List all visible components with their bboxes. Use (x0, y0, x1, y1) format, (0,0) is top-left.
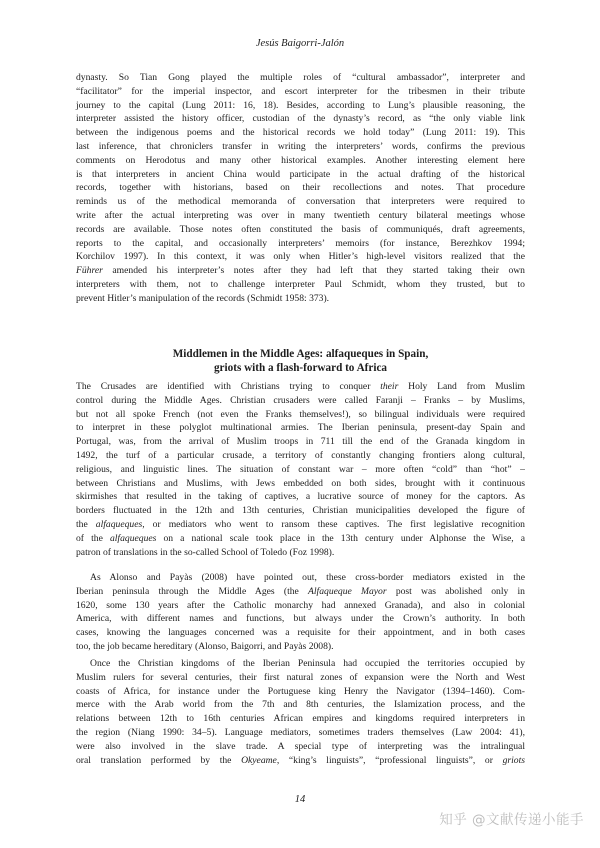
text-line: reminds us of the methodical memoranda of conversation that interpreters were required to (76, 196, 525, 208)
text-line: Muslim rulers for several centuries, their first natural zones of expansion were the North and West (76, 671, 525, 683)
text-line: cases, knowing the languages concerned was a requisite for their appointment, and in both cases (76, 627, 525, 639)
text-line: relations between 12th to 16th centuries African empires and kingdoms required interpreters in (76, 713, 525, 725)
paragraph-alonso-payas (76, 571, 525, 654)
text-line: of the alfaqueques on a national scale took place in the 13th century under Alphonse the Wise, a (76, 532, 525, 544)
text-line: interpreter assisted the history officer, custodian of the dynasty’s record, as “the only viable link (76, 113, 525, 125)
text-line: control during the Middle Ages. Christian crusaders were called Faranji – Franks – by Muslims, (76, 394, 525, 406)
text-line: Iberian peninsula through the Middle Ages (the Alfaqueque Mayor post was abolished only in (76, 585, 525, 597)
section-heading (76, 347, 525, 375)
text-line: the alfaqueques, or mediators who went to ransom these captives. The first legislative recognition (76, 518, 525, 530)
text-line: write after the actual interpreting was over in many twentieth century bilateral meetings whose (76, 209, 525, 221)
text-line: dynasty. So Tian Gong played the multiple roles of “cultural ambassador”, interpreter and (76, 72, 525, 83)
watermark-text: 知乎 @文献传递小能手 (439, 812, 584, 828)
text-line: 1492, the turf of a particular crusade, a territory of constantly changing frontiers along cultural, (76, 449, 525, 461)
text-line: to interpret in these polyglot multinational armies. The Iberian peninsula, present-day Spain and (76, 422, 525, 434)
italic-term: alfaqueques (109, 532, 157, 544)
text-line: records, together with historians, based on their recollections and notes. That procedure (76, 182, 525, 194)
text-line: patron of translations in the so-called School of Toledo (Foz 1998). (76, 546, 335, 558)
text-line: between Christians and Muslims, with Jews embedded on both sides, brought with it continuous (76, 477, 525, 489)
text-line: Führer amended his interpreter’s notes after they had left that they started taking their own (76, 265, 525, 277)
paragraph-crusades (76, 380, 525, 559)
text-line: Korchilov 1997). In this context, it was only when Hitler’s high-level visitors realized that the (76, 251, 525, 263)
italic-term: Alfaqueque Mayor (308, 585, 387, 597)
text-line: As Alonso and Payàs (2008) have pointed out, these cross-border mediators existed in the (90, 572, 525, 583)
text-line: 1620, some 130 years after the Catholic monarchy had annexed Granada), and also in colonial (76, 599, 525, 611)
text-line: the region (Niang 1990: 34–5). Language mediators, sometimes traders themselves (Law 2004: 41), (76, 726, 525, 738)
italic-term: alfaqueques (95, 518, 143, 530)
italic-term: their (380, 381, 399, 392)
text-line: between the indigenous poems and the historical records we hold today” (Lung 2011: 19). This (76, 127, 525, 139)
text-line: America, with different names and functions, but always under the Crown’s authority. In both (76, 613, 525, 625)
text-line: last inference, that chroniclers transfer in writing the interpreters’ words, confirms the previous (76, 140, 525, 152)
text-line: journey to the capital (Lung 2011: 16, 18). Besides, according to Lung’s plausible reasoning, the (76, 99, 525, 111)
text-line: Once the Christian kingdoms of the Iberian Peninsula had occupied the territories occupied by (90, 658, 525, 669)
text-line: is that interpreters in ancient China would participate in the actual drafting of the historical (76, 168, 525, 180)
section-heading-line-1: Middlemen in the Middle Ages: alfaqueques in Spain, (172, 348, 429, 360)
text-line: “facilitator” for the imperial inspector, and escort interpreter for the tribesmen in their tribute (76, 85, 525, 97)
italic-term: Führer (76, 265, 103, 277)
text-line: religious, and linguistic lines. The situation of constant war – more often “cold” than “hot” – (76, 463, 525, 475)
text-line: coasts of Africa, for instance under the Portuguese king Henry the Navigator (1394–1460). Com- (76, 685, 525, 697)
section-heading-line-2: griots with a flash-forward to Africa (213, 362, 388, 374)
text-line: merce with the Arab world from the 7th and 8th centuries, the Islamization process, and the (76, 699, 525, 711)
text-line: comments on Herodotus and many other historical examples. Another interesting element here (76, 154, 525, 166)
paragraph-african-expansion (76, 657, 525, 767)
text-line: Portugal, was, from the arrival of Muslim troops in 711 till the end of the Granada kingdom in (76, 436, 525, 448)
text-line: oral translation performed by the Okyeame, “king’s linguists”, “professional linguists”, or griots (76, 754, 525, 766)
text-line: records are available. Those notes often constituted the basis of communiqués, draft agreements, (76, 223, 525, 235)
text-line: The Crusades are identified with Christians trying to conquer their Holy Land from Muslim (76, 381, 526, 392)
text-line: prevent Hitler’s manipulation of the records (Schmidt 1958: 373). (76, 292, 330, 304)
text-line: but not all spoke French (not even the Franks themselves!), so bilingual individuals were required (76, 408, 525, 420)
page-number: 14 (294, 794, 306, 805)
text-line: reports to the capital, and occasionally interpreters’ memoirs (for instance, Berezhkov 1994; (76, 237, 525, 249)
text-line: interpreters with them, not to challenge interpreter Paul Schmidt, whom they trusted, but to (76, 278, 525, 290)
running-head: Jesús Baigorri-Jalón (255, 38, 345, 49)
text-line: skirmishes that resulted in the taking of captives, a lucrative source of money for the captors. As (76, 491, 525, 503)
paragraph-tian-gong (76, 71, 525, 306)
text-line: were also involved in the slave trade. A special type of interpreting was the intralingual (76, 740, 525, 752)
text-line: too, the job became hereditary (Alonso, Baigorri, and Payàs 2008). (76, 640, 334, 652)
text-line: borders fluctuated in the 12th and 13th centuries, Christian municipalities developed the figure of (76, 505, 525, 517)
italic-term: Okyeame (241, 754, 277, 766)
italic-term: griots (502, 754, 525, 766)
